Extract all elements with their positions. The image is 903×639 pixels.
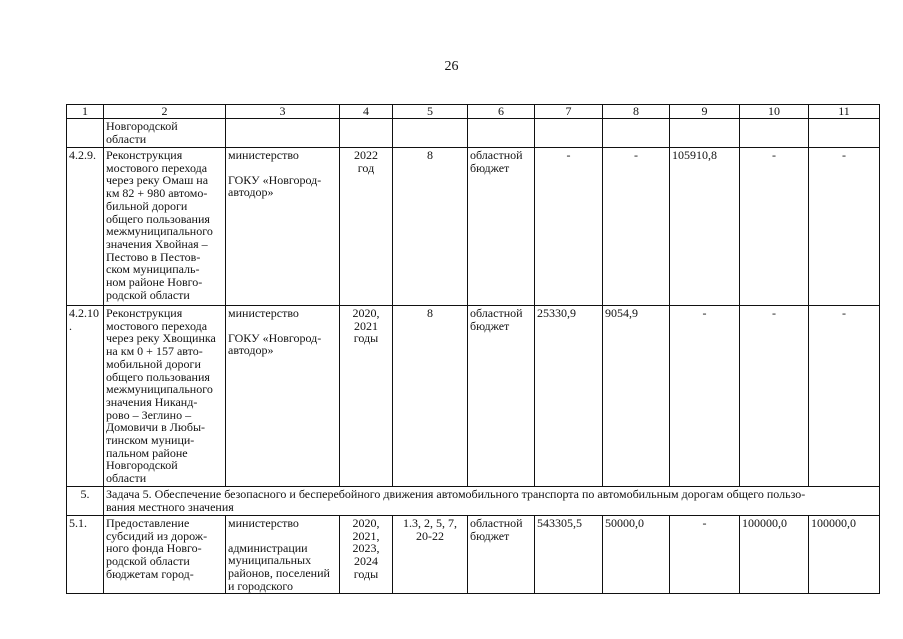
header-cell: 10: [740, 105, 809, 119]
row-number: 4.2.10.: [67, 306, 104, 487]
value-col-7: 25330,9: [535, 306, 603, 487]
years-cell: 2022 год: [340, 148, 393, 306]
executor-primary: министерство: [228, 306, 299, 320]
header-cell: 8: [603, 105, 670, 119]
row-number: [67, 119, 104, 148]
header-cell: 4: [340, 105, 393, 119]
header-cell: 3: [226, 105, 340, 119]
row-number: 4.2.9.: [67, 148, 104, 306]
indicator-cell: 8: [393, 306, 468, 487]
years-cell: [340, 119, 393, 148]
value-col-11: -: [809, 148, 880, 306]
table-row: [67, 148, 880, 306]
value-col-8: 9054,9: [603, 306, 670, 487]
table-row: [67, 515, 880, 594]
value-col-9: -: [670, 515, 740, 594]
header-cell: 2: [104, 105, 226, 119]
value-col-8: 50000,0: [603, 515, 670, 594]
value-col-8: -: [603, 148, 670, 306]
value-col-11: 100000,0: [809, 515, 880, 594]
executor-secondary: ГОКУ «Новгород- автодор»: [228, 172, 322, 200]
indicator-cell: [393, 119, 468, 148]
funding-source-cell: областной бюджет: [468, 515, 535, 594]
value-col-9: [670, 119, 740, 148]
executor-cell: [226, 306, 340, 487]
executor-secondary: администрации муниципальных районов, поселений и городского: [228, 540, 330, 593]
value-col-9: 105910,8: [670, 148, 740, 306]
table-row: [67, 119, 880, 148]
header-cell: 1: [67, 105, 104, 119]
header-cell: 5: [393, 105, 468, 119]
value-col-7: [535, 119, 603, 148]
value-col-8: [603, 119, 670, 148]
value-col-11: -: [809, 306, 880, 487]
task-title: Задача 5. Обеспечение безопасного и бесперебойного движения автомобильного транспорта по автомобильным дорогам общего пользо- вания местного значения: [104, 486, 880, 515]
row-number: 5.: [67, 486, 104, 515]
value-col-10: 100000,0: [740, 515, 809, 594]
indicator-cell: 8: [393, 148, 468, 306]
value-col-9: -: [670, 306, 740, 487]
value-col-10: -: [740, 148, 809, 306]
executor-cell: [226, 148, 340, 306]
event-name: Предоставление субсидий из дорож- ного фонда Новго- родской области бюджетам город-: [104, 515, 226, 594]
header-cell: 11: [809, 105, 880, 119]
event-name: Реконструкция мостового перехода через реку Хвощинка на км 0 + 157 авто- мобильной дороги общего пользования межмуниципального значения Никанд- рово – Зеглино – Домовичи в Любы- тинском муници- пальном районе Новгородской области: [104, 306, 226, 487]
header-row: [67, 105, 880, 119]
value-col-10: [740, 119, 809, 148]
indicator-cell: 1.3, 2, 5, 7, 20-22: [393, 515, 468, 594]
header-cell: 9: [670, 105, 740, 119]
table-row: [67, 306, 880, 487]
program-table: [66, 104, 880, 594]
event-name: Новгородской области: [104, 119, 226, 148]
row-number: 5.1.: [67, 515, 104, 594]
executor-primary: министерство: [228, 148, 299, 162]
executor-secondary: ГОКУ «Новгород- автодор»: [228, 330, 322, 358]
value-col-7: 543305,5: [535, 515, 603, 594]
funding-source-cell: [468, 119, 535, 148]
funding-source-cell: областной бюджет: [468, 306, 535, 487]
years-cell: 2020, 2021 годы: [340, 306, 393, 487]
executor-cell: [226, 515, 340, 594]
value-col-11: [809, 119, 880, 148]
header-cell: 7: [535, 105, 603, 119]
executor-primary: министерство: [228, 515, 299, 530]
executor-cell: [226, 119, 340, 148]
funding-source-cell: областной бюджет: [468, 148, 535, 306]
event-name: Реконструкция мостового перехода через реку Омаш на км 82 + 980 автомо- бильной дороги общего пользования межмуниципального значения Хвойная – Пестово в Пестов- ском муниципаль- ном районе Новго- родской области: [104, 148, 226, 306]
value-col-7: -: [535, 148, 603, 306]
header-cell: 6: [468, 105, 535, 119]
years-cell: 2020, 2021, 2023, 2024 годы: [340, 515, 393, 594]
page-number: 26: [444, 59, 459, 74]
task-row: [67, 486, 880, 515]
value-col-10: -: [740, 306, 809, 487]
